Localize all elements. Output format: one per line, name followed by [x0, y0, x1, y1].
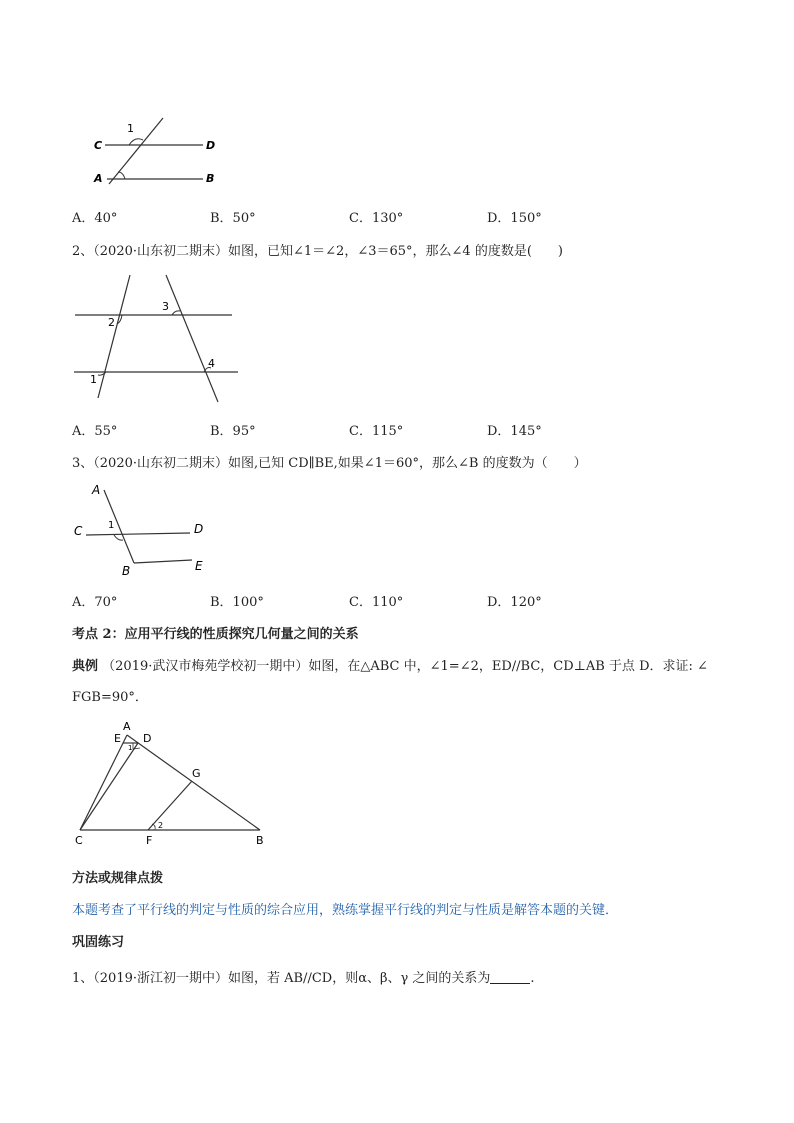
label-E: E [114, 732, 121, 745]
q3-choice-d[interactable]: D．120° [487, 595, 542, 610]
label-1: 1 [108, 520, 115, 531]
q1-choice-c[interactable]: C．130° [349, 211, 404, 226]
question-2-text: 2、（2020·山东初二期末）如图，已知∠1＝∠2，∠3＝65°，那么∠4 的度数是( ) [72, 244, 563, 259]
label-1: 1 [128, 744, 133, 752]
q3-choice-a[interactable]: A．70° [72, 595, 118, 610]
label-A: A [94, 172, 103, 185]
question-3-text: 3、（2020·山东初二期末）如图,已知 CD∥BE,如果∠1＝60°，那么∠B 的度数为（ ） [72, 456, 587, 471]
practice-q1-text: 1、（2019·浙江初一期中）如图，若 AB//CD，则α、β、γ 之间的关系为 [72, 971, 491, 986]
figure-parallel-lines-1 [85, 112, 225, 192]
figure-parallel-lines-3 [70, 480, 220, 580]
label-A: A [92, 483, 101, 497]
method-title: 方法或规律点拨 [72, 871, 164, 886]
label-2: 2 [108, 316, 115, 329]
label-1: 1 [127, 122, 134, 135]
q1-choice-d[interactable]: D．150° [487, 211, 542, 226]
label-D: D [194, 522, 204, 536]
practice-question-1 [72, 967, 535, 986]
label-C: C [75, 834, 83, 847]
q2-choice-a[interactable]: A．55° [72, 424, 118, 439]
example-lead: 典例 [72, 659, 99, 674]
q1-choice-a[interactable]: A．40° [72, 211, 118, 226]
label-B: B [122, 564, 131, 578]
q3-choice-c[interactable]: C．110° [349, 595, 404, 610]
label-B: B [206, 172, 215, 185]
label-B: B [256, 834, 264, 847]
q3-choice-b[interactable]: B．100° [210, 595, 264, 610]
label-G: G [192, 767, 201, 780]
label-C: C [94, 139, 103, 152]
label-3: 3 [162, 300, 169, 313]
q1-choice-b[interactable]: B．50° [210, 211, 256, 226]
label-F: F [146, 834, 153, 847]
label-1: 1 [90, 373, 97, 386]
practice-q1-end: . [530, 971, 535, 986]
label-D: D [206, 139, 216, 152]
example-line-2: FGB=90°． [72, 690, 148, 705]
label-E: E [195, 559, 203, 573]
label-C: C [74, 524, 83, 538]
q2-choice-b[interactable]: B．95° [210, 424, 256, 439]
example-line-1 [72, 655, 708, 674]
section-title: 考点 2：应用平行线的性质探究几何量之间的关系 [72, 627, 359, 642]
method-text: 本题考查了平行线的判定与性质的综合应用，熟练掌握平行线的判定与性质是解答本题的关键． [72, 903, 619, 918]
figure-parallel-lines-2 [70, 270, 245, 410]
example-text: （2019·武汉市梅苑学校初一期中）如图，在△ABC 中，∠1=∠2，ED//BC，CD⊥AB 于点 D．求证: ∠ [102, 659, 708, 674]
practice-title: 巩固练习 [72, 935, 125, 950]
label-2: 2 [158, 821, 164, 830]
q2-choice-d[interactable]: D．145° [487, 424, 542, 439]
figure-triangle [70, 715, 280, 850]
label-4: 4 [208, 357, 215, 370]
answer-blank[interactable] [490, 971, 530, 984]
label-D: D [143, 732, 152, 745]
label-A: A [123, 720, 131, 733]
q2-choice-c[interactable]: C．115° [349, 424, 404, 439]
